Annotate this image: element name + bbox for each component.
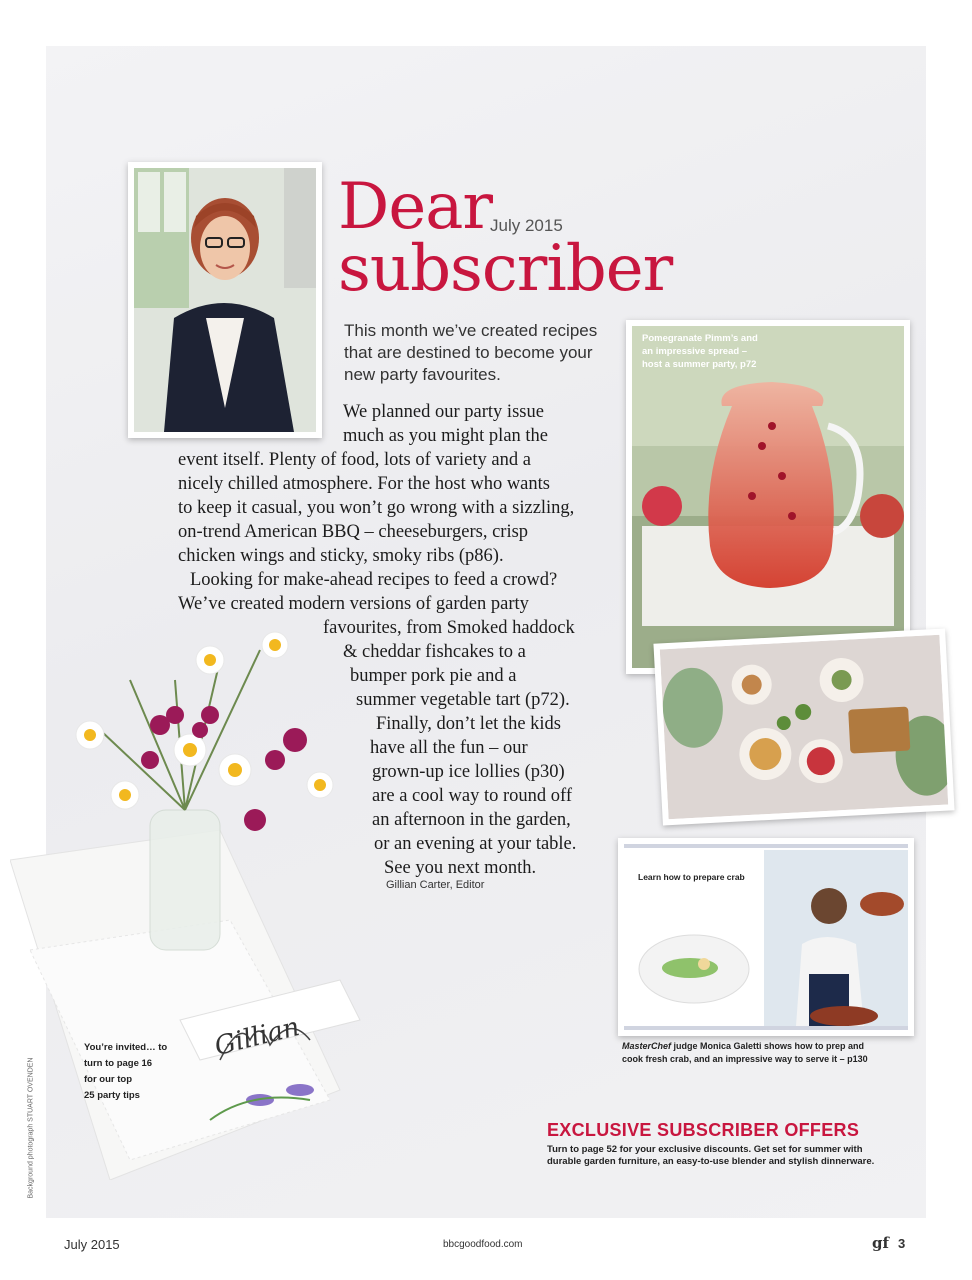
intro-text <box>344 320 614 386</box>
handwritten-signature: Gillian <box>211 1012 303 1062</box>
photo-credit: Background photograph STUART OVENDEN <box>27 1057 35 1199</box>
caption-text: cook fresh crab, and an impressive way to serve it – p130 <box>622 1054 868 1064</box>
offers-title: EXCLUSIVE SUBSCRIBER OFFERS <box>547 1120 860 1140</box>
body-line: & cheddar fishcakes to a <box>343 642 526 662</box>
body-line: We’ve created modern versions of garden party <box>178 594 529 614</box>
body-line: event itself. Plenty of food, lots of variety and a <box>178 450 531 470</box>
offers-line: durable garden furniture, an easy-to-use blender and stylish dinnerware. <box>547 1156 875 1167</box>
body-line: an afternoon in the garden, <box>372 810 571 830</box>
body-line: nicely chilled atmosphere. For the host who wants <box>178 474 550 494</box>
body-line: bumper pork pie and a <box>350 666 517 686</box>
party-spread-photo <box>653 628 954 825</box>
body-line: have all the fun – our <box>370 738 528 758</box>
crab-caption <box>622 1040 922 1066</box>
intro-line: that are destined to become your <box>344 343 593 362</box>
pimms-caption <box>642 332 758 371</box>
invite-caption <box>84 1040 167 1104</box>
flowers-napkin-photo <box>10 620 370 1180</box>
intro-line: new party favourites. <box>344 365 501 384</box>
body-line: Looking for make-ahead recipes to feed a crowd? <box>190 570 558 590</box>
body-line: on-trend American BBQ – cheeseburgers, crisp <box>178 522 529 542</box>
crab-article-title: Learn how to prepare crab <box>638 872 745 882</box>
page-title-dear: Dear <box>338 170 492 244</box>
body-line: or an evening at your table. <box>374 834 577 854</box>
page-number: 3 <box>898 1236 906 1251</box>
caption-line: You’re invited… to <box>84 1042 168 1053</box>
footer-date: July 2015 <box>64 1237 120 1252</box>
caption-line: 25 party tips <box>84 1090 140 1101</box>
body-line: to keep it casual, you won’t go wrong with a sizzling, <box>178 498 575 518</box>
body-line: much as you might plan the <box>343 426 549 446</box>
page-title-subscriber: subscriber <box>338 232 673 306</box>
caption-line: for our top <box>84 1074 133 1085</box>
body-line: See you next month. <box>384 858 537 878</box>
caption-line: host a summer party, p72 <box>642 359 757 370</box>
body-line: chicken wings and sticky, smoky ribs (p86). <box>178 546 504 566</box>
editor-signoff: Gillian Carter, Editor <box>386 879 485 891</box>
offers-text <box>547 1144 874 1168</box>
caption-text: judge Monica Galetti shows how to prep and <box>671 1041 865 1051</box>
body-line: Finally, don’t let the kids <box>376 714 561 734</box>
body-line: grown-up ice lollies (p30) <box>372 762 565 782</box>
caption-line: turn to page 16 <box>84 1058 153 1069</box>
caption-line: an impressive spread – <box>642 346 748 357</box>
body-line: are a cool way to round off <box>372 786 573 806</box>
footer-website-link[interactable]: bbcgoodfood.com <box>443 1239 523 1250</box>
body-line: favourites, from Smoked haddock <box>323 618 575 638</box>
body-line: summer vegetable tart (p72). <box>356 690 570 710</box>
crab-article-spread <box>618 838 914 1036</box>
pimms-photo <box>626 320 910 674</box>
body-line: We planned our party issue <box>343 402 544 422</box>
caption-line: Pomegranate Pimm’s and <box>642 333 758 344</box>
offers-line: Turn to page 52 for your exclusive discounts. Get set for summer with <box>547 1144 863 1155</box>
masterchef-title: MasterChef <box>622 1041 672 1051</box>
gf-logo-icon: gf <box>872 1234 889 1252</box>
intro-line: This month we’ve created recipes <box>344 321 598 340</box>
editor-photo <box>128 162 322 438</box>
issue-date: July 2015 <box>490 216 563 235</box>
